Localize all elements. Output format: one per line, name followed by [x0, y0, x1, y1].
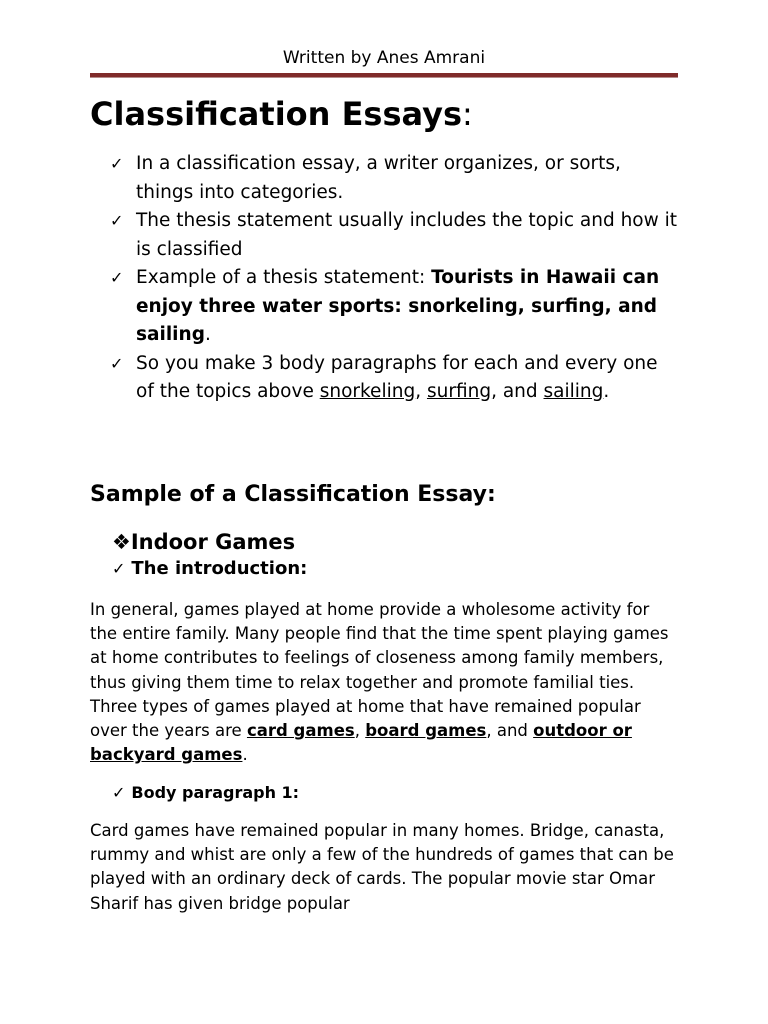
bullet-list [110, 150, 680, 407]
page-title-colon: : [462, 95, 473, 133]
list-item [110, 264, 680, 350]
bullet-suffix: . [204, 324, 211, 345]
subheading-text: Indoor Games [130, 530, 296, 554]
paragraph-end: . [242, 745, 248, 765]
list-item [110, 150, 680, 207]
page-title-text: Classification Essays [90, 95, 463, 133]
term-board-games: board games [365, 721, 487, 741]
checkmark-icon: ✓ [110, 353, 124, 373]
bullet-prefix: Example of a thesis statement: [136, 267, 432, 288]
bullet-prefix: So you make 3 body paragraphs for each and every one of the topics above [136, 352, 658, 402]
subheading-introduction [112, 556, 307, 582]
topic-sailing: sailing [543, 381, 604, 402]
separator: , and [486, 721, 534, 741]
term-card-games: card games [246, 721, 355, 741]
subheading-body-paragraph-1 [112, 781, 299, 805]
checkmark-icon: ✓ [110, 211, 124, 230]
page-title [90, 94, 473, 134]
subheading-text: Body paragraph 1: [131, 783, 300, 802]
header-divider [90, 73, 678, 78]
bullet-text: The thesis statement usually includes the topic and how it is classified [136, 210, 678, 260]
thesis-example: Tourists in Hawaii can enjoy three water sports: snorkeling, surfing, and sailing [136, 267, 660, 345]
topic-snorkeling: snorkeling [319, 381, 416, 402]
sample-heading: Sample of a Classification Essay: [90, 482, 496, 507]
diamond-bullet-icon: ❖ [112, 530, 131, 554]
list-item [110, 207, 680, 264]
subheading-indoor-games [112, 528, 295, 556]
topic-surfing: surfing [426, 381, 492, 402]
subheading-text: The introduction: [131, 558, 308, 579]
separator: , and [491, 381, 544, 402]
checkmark-icon: ✓ [112, 559, 126, 578]
body-paragraph-1: Card games have remained popular in many homes. Bridge, canasta, rummy and whist are only a few of the hundreds of games that can be played with an ordinary deck of cards. The popular movie star Omar Sharif has given bridge popular [90, 821, 674, 913]
separator: , [354, 721, 366, 741]
bullet-text: In a classification essay, a writer organizes, or sorts, things into categories. [136, 153, 621, 203]
document-header: Written by Anes Amrani [282, 48, 486, 68]
intro-paragraph [90, 598, 680, 767]
term-outdoor-games: outdoor or backyard games [90, 721, 632, 765]
paragraph-text: In general, games played at home provide a wholesome activity for the entire family. Many people find that the time spent playing games at home contributes to feelings of closeness among family members, thus giving them time to relax together and promote familial ties. Three types of games played at home that have remained popular over the years are [90, 600, 669, 741]
bullet-suffix: . [603, 381, 610, 402]
checkmark-icon: ✓ [110, 268, 124, 287]
checkmark-icon: ✓ [110, 154, 124, 173]
separator: , [415, 381, 427, 402]
list-item [110, 350, 680, 407]
checkmark-icon: ✓ [112, 783, 126, 802]
